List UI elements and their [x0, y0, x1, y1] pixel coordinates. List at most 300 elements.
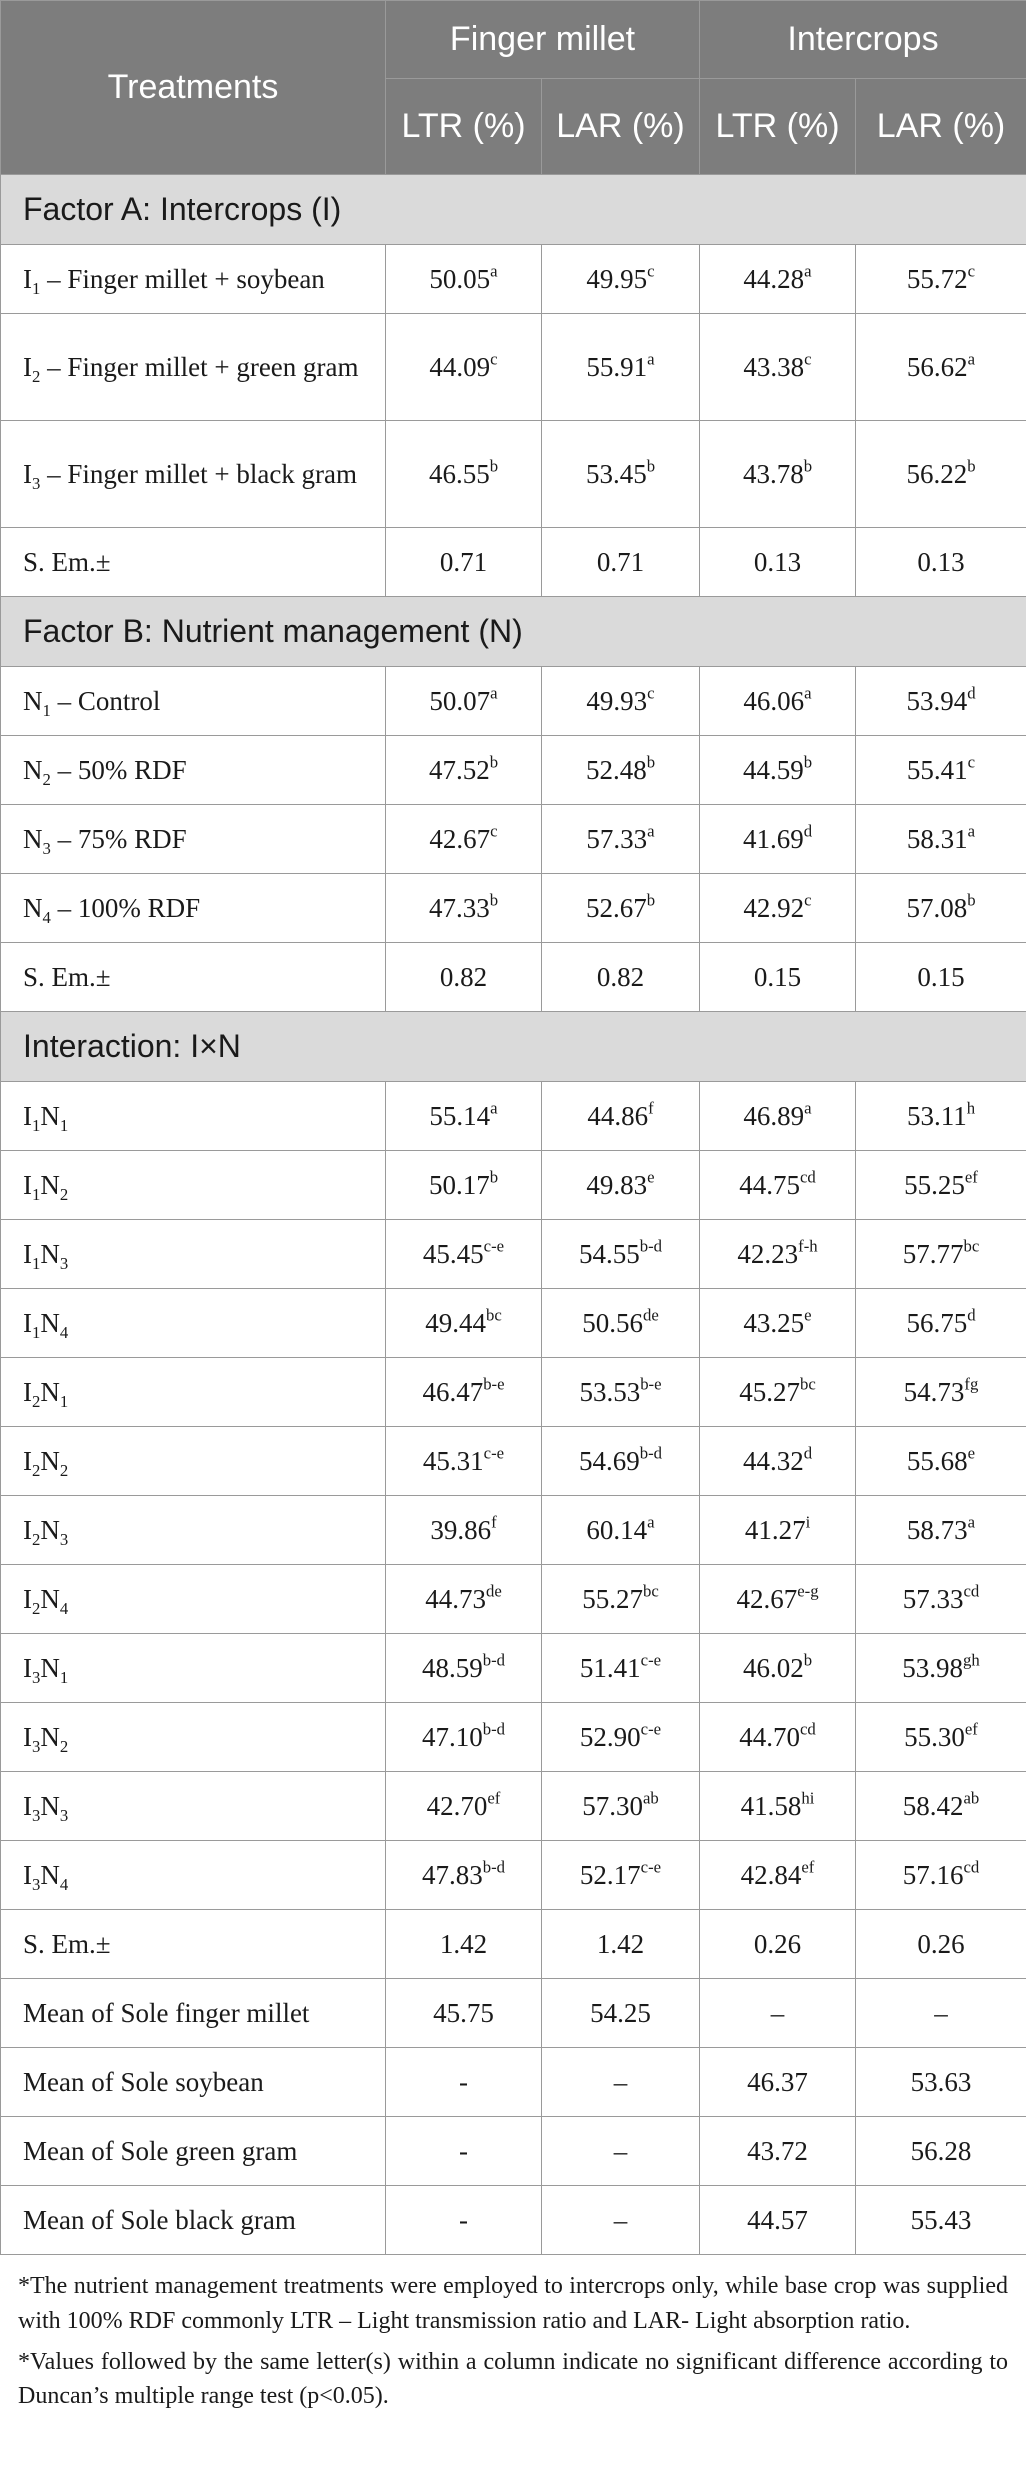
value-cell: [542, 2186, 700, 2255]
cell-value: 55.27: [582, 1583, 643, 1614]
cell-value: 0.13: [753, 546, 802, 577]
cell-value: 44.59: [742, 754, 804, 785]
significance-letter: d: [803, 1442, 813, 1462]
value-cell: [542, 2048, 700, 2117]
value-cell: [386, 1220, 542, 1289]
treatment-code: Mean of Sole soybean: [23, 2066, 264, 2097]
value-cell: [386, 1565, 542, 1634]
significance-letter: a: [647, 820, 655, 840]
significance-letter: cd: [799, 1166, 816, 1186]
cell-value: 56.62: [906, 351, 968, 382]
value-cell: [856, 667, 1026, 736]
cell-value: 47.33: [428, 892, 490, 923]
treatment-subscript: 2: [32, 1598, 41, 1618]
significance-letter: a: [967, 349, 976, 369]
table-row: [1, 1496, 1026, 1565]
value-cell: [386, 874, 542, 943]
value-cell: [542, 421, 700, 528]
cell-value: 52.48: [585, 754, 647, 785]
value-cell: [542, 1289, 700, 1358]
treatment-cell: [1, 2186, 386, 2255]
table-row: [1, 736, 1026, 805]
value-cell: [386, 2117, 542, 2186]
significance-letter: d: [967, 682, 976, 702]
value-cell: [542, 1220, 700, 1289]
table-row: [1, 1427, 1026, 1496]
significance-letter: b: [646, 751, 656, 771]
significance-letter: gh: [963, 1649, 980, 1669]
value-cell: [856, 2186, 1026, 2255]
value-cell: [542, 736, 700, 805]
value-cell: [542, 2117, 700, 2186]
treatment-cell: [1, 421, 386, 528]
value-cell: [542, 1634, 700, 1703]
cell-value: 52.67: [585, 892, 647, 923]
value-cell: [386, 1427, 542, 1496]
value-cell: [542, 943, 700, 1012]
value-cell: [856, 2048, 1026, 2117]
value-cell: [700, 1289, 856, 1358]
value-cell: [856, 421, 1026, 528]
value-cell: [542, 1772, 700, 1841]
cell-value: 50.05: [429, 263, 491, 294]
treatment-subscript: 1: [32, 1184, 41, 1204]
value-cell: [386, 1496, 542, 1565]
value-cell: [386, 1289, 542, 1358]
treatment-subscript: 1: [32, 1322, 41, 1342]
cell-value: 55.43: [910, 2204, 972, 2235]
treatment-code: I: [23, 1445, 32, 1476]
significance-letter: ef: [964, 1166, 978, 1186]
cell-value: 45.27: [739, 1376, 800, 1407]
value-cell: [386, 943, 542, 1012]
significance-letter: f: [491, 1511, 497, 1531]
value-cell: [542, 1151, 700, 1220]
treatment-subscript: 4: [59, 1874, 69, 1894]
table-row: [1, 1703, 1026, 1772]
significance-letter: f-h: [798, 1235, 818, 1255]
significance-letter: fg: [964, 1373, 979, 1393]
treatment-subscript: 2: [59, 1460, 69, 1480]
treatment-cell: [1, 1082, 386, 1151]
value-cell: [542, 1496, 700, 1565]
cell-value: 58.73: [906, 1514, 968, 1545]
significance-letter: de: [485, 1580, 502, 1600]
cell-value: 50.07: [429, 685, 491, 716]
significance-letter: a: [647, 1511, 655, 1531]
treatment-subscript: 2: [59, 1184, 69, 1204]
cell-value: 53.45: [585, 458, 647, 489]
treatment-subscript: 4: [42, 907, 51, 927]
cell-value: 50.17: [428, 1169, 490, 1200]
cell-value: 48.59: [421, 1652, 483, 1683]
treatment-code: I: [23, 351, 32, 382]
treatment-code: I: [23, 1583, 32, 1614]
significance-letter: c-e: [483, 1442, 505, 1462]
treatment-label: N: [40, 1790, 60, 1821]
cell-value: -: [459, 2204, 468, 2235]
footnote-1: *The nutrient management treatments were employed to intercrops only, while base crop was supplied with 100% RDF commonly LTR – Light transmission ratio and LAR- Light absorption ratio.: [18, 2273, 1008, 2334]
cell-value: 57.33: [586, 823, 648, 854]
value-cell: [542, 1979, 700, 2048]
cell-value: 42.23: [737, 1238, 799, 1269]
table-row: [1, 1289, 1026, 1358]
cell-value: 52.17: [579, 1859, 641, 1890]
treatment-label: N: [40, 1583, 60, 1614]
cell-value: 44.32: [742, 1445, 804, 1476]
footnotes: [0, 2255, 1026, 2414]
table-row: [1, 1151, 1026, 1220]
cell-value: 42.70: [426, 1790, 488, 1821]
treatment-subscript: 4: [59, 1598, 69, 1618]
value-cell: [856, 1151, 1026, 1220]
cell-value: 44.28: [743, 263, 805, 294]
cell-value: 42.67: [429, 823, 491, 854]
significance-letter: b: [803, 751, 813, 771]
cell-value: 47.10: [421, 1721, 483, 1752]
value-cell: [856, 245, 1026, 314]
cell-value: 0.13: [917, 546, 965, 577]
treatment-label: – 75% RDF: [50, 823, 187, 854]
value-cell: [386, 1082, 542, 1151]
cell-value: 45.75: [433, 1997, 494, 2028]
cell-value: 49.83: [586, 1169, 648, 1200]
cell-value: 53.11: [906, 1100, 967, 1131]
cell-value: 56.75: [906, 1307, 968, 1338]
value-cell: [386, 805, 542, 874]
treatment-code: Mean of Sole black gram: [23, 2204, 296, 2235]
value-cell: [386, 1979, 542, 2048]
cell-value: 46.55: [428, 458, 490, 489]
footnote-2: *Values followed by the same letter(s) within a column indicate no significant difference according to Duncan’s multiple range test (p<0.05).: [18, 2348, 1008, 2410]
value-cell: [386, 314, 542, 421]
cell-value: 41.27: [744, 1514, 806, 1545]
value-cell: [386, 667, 542, 736]
cell-value: 54.69: [578, 1445, 640, 1476]
value-cell: [700, 736, 856, 805]
value-cell: [542, 314, 700, 421]
table-row: [1, 1910, 1026, 1979]
significance-letter: e: [804, 1304, 812, 1324]
significance-letter: b: [489, 751, 499, 771]
cell-value: 45.31: [422, 1445, 484, 1476]
value-cell: [856, 1358, 1026, 1427]
treatment-subscript: 3: [59, 1529, 69, 1549]
treatment-label: N: [40, 1721, 60, 1752]
treatment-subscript: 1: [59, 1391, 69, 1411]
value-cell: [700, 1841, 856, 1910]
treatment-cell: [1, 805, 386, 874]
treatment-subscript: 2: [32, 1391, 41, 1411]
cell-value: 0.71: [596, 546, 645, 577]
significance-letter: h: [966, 1097, 976, 1117]
treatment-cell: [1, 1358, 386, 1427]
treatment-code: I: [23, 1238, 32, 1269]
value-cell: [542, 1082, 700, 1151]
significance-letter: d: [967, 1304, 976, 1324]
significance-letter: b: [489, 1166, 499, 1186]
cell-value: 57.16: [902, 1859, 964, 1890]
significance-letter: b-d: [639, 1235, 663, 1255]
cell-value: 44.09: [429, 351, 491, 382]
treatment-subscript: 2: [32, 366, 41, 386]
value-cell: [700, 874, 856, 943]
cell-value: 43.72: [747, 2135, 808, 2166]
treatment-cell: [1, 943, 386, 1012]
treatment-label: N: [40, 1514, 60, 1545]
section-title: Factor B: Nutrient management (N): [1, 597, 1026, 667]
significance-letter: c: [490, 349, 498, 369]
significance-letter: c-e: [640, 1856, 662, 1876]
treatment-code: Mean of Sole finger millet: [23, 1997, 310, 2028]
treatment-subscript: 1: [42, 700, 51, 720]
value-cell: [700, 1220, 856, 1289]
cell-value: 42.84: [740, 1859, 802, 1890]
cell-value: 45.45: [422, 1238, 484, 1269]
significance-letter: a: [967, 1511, 976, 1531]
value-cell: [700, 1427, 856, 1496]
cell-value: 54.25: [590, 1997, 651, 2028]
value-cell: [386, 1703, 542, 1772]
value-cell: [700, 2117, 856, 2186]
value-cell: [542, 528, 700, 597]
cell-value: 46.89: [743, 1100, 805, 1131]
significance-letter: cd: [799, 1718, 816, 1738]
value-cell: [386, 736, 542, 805]
table-row: [1, 2048, 1026, 2117]
value-cell: [700, 1496, 856, 1565]
treatment-code: I: [23, 1721, 32, 1752]
cell-value: 55.41: [906, 754, 968, 785]
treatment-label: N: [40, 1652, 60, 1683]
section-title: Factor A: Intercrops (I): [1, 175, 1026, 245]
significance-letter: a: [804, 260, 812, 280]
table-row: [1, 1979, 1026, 2048]
cell-value: 54.55: [578, 1238, 640, 1269]
treatment-subscript: 1: [32, 278, 41, 298]
cell-value: 53.94: [906, 685, 968, 716]
treatment-label: N: [40, 1238, 60, 1269]
significance-letter: bc: [963, 1235, 980, 1255]
cell-value: 44.86: [587, 1100, 649, 1131]
significance-letter: ab: [963, 1787, 980, 1807]
cell-value: 49.93: [586, 685, 648, 716]
cell-value: 53.53: [579, 1376, 641, 1407]
value-cell: [700, 1772, 856, 1841]
cell-value: -: [459, 2135, 468, 2166]
value-cell: [856, 1703, 1026, 1772]
treatment-code: N: [23, 892, 43, 923]
cell-value: 0.82: [439, 961, 488, 992]
significance-letter: c-e: [640, 1649, 662, 1669]
treatment-subscript: 3: [32, 1805, 41, 1825]
cell-value: 44.75: [739, 1169, 800, 1200]
value-cell: [542, 1358, 700, 1427]
cell-value: –: [934, 1997, 948, 2028]
section-header: [1, 175, 1026, 245]
significance-letter: ef: [964, 1718, 978, 1738]
value-cell: [386, 421, 542, 528]
value-cell: [700, 528, 856, 597]
treatment-label: N: [40, 1859, 60, 1890]
value-cell: [700, 1358, 856, 1427]
header-intercrops: Intercrops: [700, 1, 1026, 79]
cell-value: 44.57: [747, 2204, 808, 2235]
treatment-cell: [1, 1151, 386, 1220]
treatment-code: I: [23, 1100, 32, 1131]
treatment-subscript: 2: [42, 769, 51, 789]
significance-letter: e: [647, 1166, 655, 1186]
cell-value: 58.42: [902, 1790, 964, 1821]
cell-value: 0.15: [917, 961, 965, 992]
value-cell: [542, 1841, 700, 1910]
cell-value: 44.73: [425, 1583, 486, 1614]
significance-letter: bc: [799, 1373, 816, 1393]
significance-letter: i: [805, 1511, 811, 1531]
header-ic-lar: LAR (%): [856, 79, 1026, 175]
value-cell: [542, 1565, 700, 1634]
value-cell: [386, 1634, 542, 1703]
value-cell: [856, 2117, 1026, 2186]
treatment-code: I: [23, 263, 32, 294]
significance-letter: a: [804, 1097, 812, 1117]
table-row: [1, 528, 1026, 597]
treatment-subscript: 4: [59, 1322, 69, 1342]
significance-letter: b: [489, 456, 499, 476]
value-cell: [856, 1979, 1026, 2048]
significance-letter: a: [490, 1097, 498, 1117]
significance-letter: a: [490, 682, 498, 702]
treatment-cell: [1, 1979, 386, 2048]
value-cell: [700, 245, 856, 314]
significance-letter: c: [804, 889, 812, 909]
cell-value: 57.33: [902, 1583, 964, 1614]
treatment-label: N: [40, 1100, 60, 1131]
cell-value: -: [459, 2066, 468, 2097]
header-finger-millet: Finger millet: [386, 1, 700, 79]
cell-value: 0.26: [917, 1928, 965, 1959]
table-row: [1, 421, 1026, 528]
treatment-label: N: [40, 1307, 60, 1338]
header-fm-lar: LAR (%): [542, 79, 700, 175]
treatment-cell: [1, 1772, 386, 1841]
significance-letter: e-g: [797, 1580, 819, 1600]
cell-value: 53.63: [910, 2066, 972, 2097]
value-cell: [386, 245, 542, 314]
treatment-cell: [1, 2117, 386, 2186]
treatment-code: N: [23, 823, 43, 854]
treatment-label: – Control: [50, 685, 161, 716]
significance-letter: cd: [963, 1856, 980, 1876]
cell-value: 43.25: [743, 1307, 805, 1338]
treatment-label: N: [40, 1445, 60, 1476]
section-header: [1, 1012, 1026, 1082]
cell-value: 55.72: [906, 263, 968, 294]
treatment-cell: [1, 2048, 386, 2117]
treatment-subscript: 3: [32, 1736, 41, 1756]
significance-letter: ef: [801, 1856, 815, 1876]
treatment-code: N: [23, 685, 43, 716]
cell-value: 49.44: [425, 1307, 486, 1338]
significance-letter: c: [647, 260, 655, 280]
table-row: [1, 1082, 1026, 1151]
cell-value: 52.90: [579, 1721, 641, 1752]
cell-value: 46.02: [742, 1652, 804, 1683]
cell-value: 57.08: [906, 892, 968, 923]
value-cell: [542, 805, 700, 874]
value-cell: [700, 667, 856, 736]
significance-letter: d: [803, 820, 813, 840]
header-ic-ltr: LTR (%): [700, 79, 856, 175]
value-cell: [856, 528, 1026, 597]
cell-value: –: [613, 2204, 628, 2235]
value-cell: [856, 1841, 1026, 1910]
significance-letter: c-e: [483, 1235, 505, 1255]
value-cell: [542, 667, 700, 736]
value-cell: [542, 1910, 700, 1979]
treatment-cell: [1, 1289, 386, 1358]
significance-letter: b-e: [483, 1373, 505, 1393]
treatment-cell: [1, 1703, 386, 1772]
significance-letter: b-d: [482, 1649, 506, 1669]
significance-letter: b: [646, 456, 656, 476]
treatment-code: I: [23, 1376, 32, 1407]
value-cell: [700, 2048, 856, 2117]
significance-letter: b: [646, 889, 656, 909]
value-cell: [700, 1565, 856, 1634]
table-row: [1, 1220, 1026, 1289]
significance-letter: b: [803, 1649, 813, 1669]
value-cell: [700, 1910, 856, 1979]
table-row: [1, 2117, 1026, 2186]
treatment-code: I: [23, 1790, 32, 1821]
value-cell: [700, 314, 856, 421]
cell-value: 55.30: [904, 1721, 965, 1752]
treatment-cell: [1, 1496, 386, 1565]
cell-value: 1.42: [439, 1928, 488, 1959]
treatment-label: – Finger millet + black gram: [40, 458, 358, 489]
cell-value: 41.69: [742, 823, 804, 854]
value-cell: [700, 421, 856, 528]
significance-letter: c: [967, 751, 976, 771]
cell-value: 42.67: [736, 1583, 798, 1614]
significance-letter: b: [967, 456, 976, 476]
significance-letter: c: [967, 260, 976, 280]
table-body: [1, 175, 1026, 2255]
value-cell: [700, 1703, 856, 1772]
value-cell: [856, 736, 1026, 805]
cell-value: 0.82: [596, 961, 645, 992]
significance-letter: ef: [487, 1787, 501, 1807]
treatment-cell: [1, 1220, 386, 1289]
significance-letter: a: [804, 682, 812, 702]
value-cell: [856, 1289, 1026, 1358]
cell-value: 60.14: [586, 1514, 648, 1545]
value-cell: [700, 1151, 856, 1220]
value-cell: [856, 1565, 1026, 1634]
value-cell: [700, 2186, 856, 2255]
significance-letter: b: [489, 889, 499, 909]
value-cell: [386, 1910, 542, 1979]
treatment-label: – Finger millet + soybean: [40, 263, 325, 294]
cell-value: 58.31: [906, 823, 968, 854]
value-cell: [856, 314, 1026, 421]
cell-value: –: [613, 2066, 628, 2097]
value-cell: [856, 1082, 1026, 1151]
cell-value: 46.06: [743, 685, 805, 716]
cell-value: 47.83: [421, 1859, 483, 1890]
table-row: [1, 314, 1026, 421]
